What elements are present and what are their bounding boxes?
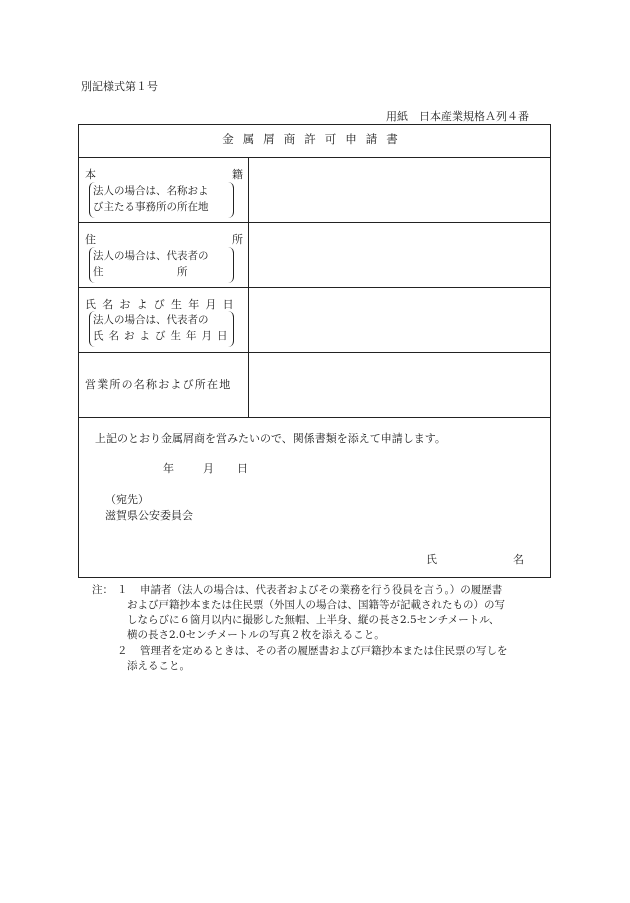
addressee-label: （宛先）	[105, 493, 149, 506]
address-note-line-2: 住 所	[93, 266, 188, 278]
honseki-input[interactable]	[255, 169, 545, 217]
form-number: 別記様式第１号	[81, 80, 158, 93]
note-1-line-4: 横の長さ2.0センチメートルの写真２枚を添えること。	[127, 629, 385, 641]
address-note-bracket	[89, 247, 234, 283]
address-note-line-1: 法人の場合は、代表者の	[93, 250, 209, 262]
applicant-name-label-1: 氏	[426, 553, 437, 566]
note-2-number: ２	[117, 645, 128, 657]
column-divider	[248, 157, 249, 417]
business-office-label: 営業所の名称および所在地	[85, 378, 232, 391]
address-label	[85, 234, 243, 245]
notes-prefix: 注：	[92, 584, 113, 596]
note-1-number: １	[117, 584, 128, 596]
date-day-label: 日	[237, 462, 248, 475]
application-form-table	[78, 124, 551, 578]
name-birthdate-note-line-1: 法人の場合は、代表者の	[93, 314, 209, 326]
address-label-left: 住	[85, 233, 96, 246]
honseki-label-left: 本	[85, 168, 96, 181]
address-input[interactable]	[255, 234, 545, 282]
name-birthdate-label: 氏名および生年月日	[85, 298, 240, 311]
business-office-input[interactable]	[255, 365, 545, 411]
title-divider	[79, 157, 550, 158]
row-divider	[79, 352, 550, 353]
note-1-line-3: しならびに６箇月以内に撮影した無帽、上半身、縦の長さ2.5センチメートル、	[127, 614, 500, 626]
application-statement: 上記のとおり金属屑商を営みたいので、関係書類を添えて申請します。	[95, 432, 446, 445]
honseki-note-line-1: 法人の場合は、名称およ	[93, 185, 209, 197]
note-2-line-1: 管理者を定めるときは、その者の履歴書および戸籍抄本または住民票の写しを	[140, 645, 508, 657]
form-title: 金属屑商許可申請書	[222, 132, 407, 146]
note-1-line-1: 申請者（法人の場合は、代表者およびその業務を行う役員を言う。）の履歴書	[140, 584, 503, 596]
name-birthdate-note-bracket	[89, 311, 234, 347]
row-divider	[79, 222, 550, 223]
name-birthdate-input[interactable]	[255, 299, 545, 347]
address-label-right: 所	[232, 233, 243, 246]
honseki-label	[85, 169, 243, 180]
note-1-line-2: および戸籍抄本または住民票（外国人の場合は、国籍等が記載されたもの）の写	[127, 599, 505, 611]
date-year-label: 年	[163, 462, 174, 475]
paper-size-note: 用紙 日本産業規格Ａ列４番	[386, 110, 529, 123]
addressee: 滋賀県公安委員会	[105, 509, 193, 522]
applicant-name-label-2: 名	[513, 553, 524, 566]
honseki-note-line-2: び主たる事務所の所在地	[93, 201, 209, 213]
row-divider	[79, 287, 550, 288]
date-month-label: 月	[203, 462, 214, 475]
note-2-line-2: 添えること。	[127, 660, 190, 672]
name-birthdate-note-line-2: 氏名および生年月日	[93, 330, 233, 342]
honseki-note-bracket	[89, 182, 234, 218]
row-divider	[79, 417, 550, 418]
honseki-label-right: 籍	[232, 168, 243, 181]
